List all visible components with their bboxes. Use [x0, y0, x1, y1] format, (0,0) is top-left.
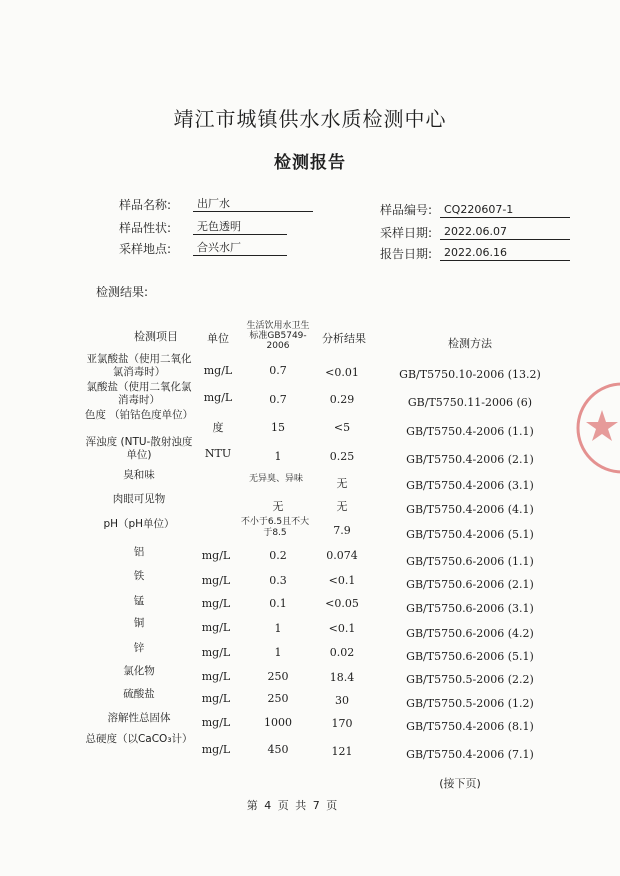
row-method: GB/T5750.4-2006 (7.1): [406, 748, 534, 761]
row-method: GB/T5750.4-2006 (3.1): [406, 479, 534, 492]
row-method: GB/T5750.5-2006 (2.2): [406, 673, 534, 686]
row-item: 亚氯酸盐（使用二氧化氯消毒时）: [86, 353, 192, 378]
row-result: <0.1: [328, 622, 356, 635]
row-method: GB/T5750.5-2006 (1.2): [406, 697, 534, 710]
row-item: 氯酸盐（使用二氧化氯消毒时）: [86, 381, 192, 406]
row-method: GB/T5750.4-2006 (8.1): [406, 720, 534, 733]
row-result: 7.9: [333, 524, 351, 537]
row-item: 溶解性总固体: [107, 712, 171, 724]
row-result: 121: [331, 745, 353, 758]
row-result: 30: [335, 694, 349, 707]
row-standard: 250: [267, 670, 289, 683]
row-item: 铜: [133, 617, 145, 629]
row-method: GB/T5750.4-2006 (5.1): [406, 528, 534, 541]
row-item: pH（pH单位）: [103, 518, 175, 530]
row-unit: mg/L: [201, 597, 231, 610]
row-unit: mg/L: [201, 743, 231, 756]
row-method: GB/T5750.4-2006 (4.1): [406, 503, 534, 516]
row-unit: mg/L: [201, 692, 231, 705]
row-result: <0.01: [325, 366, 359, 379]
page-footer: 第 4 页 共 7 页: [246, 799, 338, 812]
row-method: GB/T5750.6-2006 (1.1): [406, 555, 534, 568]
continued-note: (接下页): [439, 777, 481, 790]
row-result: <0.1: [328, 574, 356, 587]
row-result: 170: [331, 717, 353, 730]
row-method: GB/T5750.4-2006 (2.1): [406, 453, 534, 466]
row-standard: 0.3: [269, 574, 287, 587]
sample-name-label: 样品名称:: [119, 198, 172, 212]
row-result: <5: [333, 421, 351, 434]
row-unit: NTU: [204, 447, 232, 460]
row-standard: 1: [274, 646, 282, 659]
row-item: 锰: [133, 595, 145, 607]
row-standard: 15: [271, 421, 285, 434]
row-unit: mg/L: [203, 364, 233, 377]
row-result: 18.4: [329, 671, 355, 684]
sample-date-label: 采样日期:: [380, 226, 433, 240]
row-item: 色度 （铂钴色度单位）: [84, 409, 194, 421]
row-standard: 不小于6.5且不大于8.5: [240, 517, 310, 538]
row-method: GB/T5750.10-2006 (13.2): [399, 368, 541, 381]
sample-site-label: 采样地点:: [119, 242, 172, 256]
sample-name-value: 出厂水: [193, 197, 313, 212]
row-method: GB/T5750.6-2006 (4.2): [406, 627, 534, 640]
row-item: 铁: [133, 570, 145, 582]
row-item: 铝: [133, 546, 145, 558]
row-standard: 0.7: [269, 393, 287, 406]
row-standard: 0.2: [269, 549, 287, 562]
row-standard: 0.7: [269, 364, 287, 377]
header-item: 检测项目: [134, 330, 178, 343]
row-unit: mg/L: [201, 549, 231, 562]
row-method: GB/T5750.4-2006 (1.1): [406, 425, 534, 438]
sample-number-label: 样品编号:: [380, 203, 433, 217]
row-unit: mg/L: [201, 621, 231, 634]
row-unit: mg/L: [201, 646, 231, 659]
sample-nature-label: 样品性状:: [119, 221, 172, 235]
row-item: 肉眼可见物: [112, 493, 166, 505]
header-unit: 单位: [207, 332, 229, 345]
header-standard: 生活饮用水卫生标准GB5749-2006: [246, 321, 310, 351]
row-result: 0.074: [326, 549, 358, 562]
report-date-label: 报告日期:: [380, 247, 433, 261]
row-unit: mg/L: [203, 391, 233, 404]
row-standard: 1: [274, 622, 282, 635]
row-method: GB/T5750.6-2006 (3.1): [406, 602, 534, 615]
row-standard: 250: [267, 692, 289, 705]
row-item: 硫酸盐: [123, 688, 155, 700]
header-method: 检测方法: [448, 337, 492, 350]
sample-number-value: CQ220607-1: [440, 203, 570, 218]
row-standard: 无: [272, 500, 284, 513]
header-result: 分析结果: [322, 332, 366, 345]
row-method: GB/T5750.6-2006 (5.1): [406, 650, 534, 663]
row-standard: 0.1: [269, 597, 287, 610]
official-seal: [572, 368, 620, 488]
row-result: 无: [336, 477, 348, 490]
row-unit: mg/L: [201, 574, 231, 587]
sample-nature-value: 无色透明: [193, 220, 287, 235]
row-method: GB/T5750.6-2006 (2.1): [406, 578, 534, 591]
row-method: GB/T5750.11-2006 (6): [407, 396, 533, 409]
report-date-value: 2022.06.16: [440, 246, 570, 261]
results-label: 检测结果:: [96, 285, 149, 299]
row-result: <0.05: [325, 597, 359, 610]
row-unit: mg/L: [201, 716, 231, 729]
row-item: 浑浊度 (NTU-散射浊度单位): [85, 436, 193, 461]
row-unit: mg/L: [201, 670, 231, 683]
sample-date-value: 2022.06.07: [440, 225, 570, 240]
report-title: 检测报告: [274, 153, 346, 173]
row-standard: 无异臭、异味: [248, 474, 303, 484]
row-result: 0.25: [329, 450, 355, 463]
row-result: 无: [336, 500, 348, 513]
sample-site-value: 合兴水厂: [193, 241, 287, 256]
row-result: 0.29: [329, 393, 355, 406]
row-unit: 度: [212, 421, 224, 434]
row-standard: 450: [267, 743, 289, 756]
row-result: 0.02: [329, 646, 355, 659]
row-item: 锌: [133, 642, 145, 654]
row-standard: 1000: [264, 716, 292, 729]
row-item: 氯化物: [123, 665, 155, 677]
row-standard: 1: [274, 450, 282, 463]
row-item: 臭和味: [123, 469, 155, 481]
row-item: 总硬度（以CaCO₃计）: [85, 733, 193, 745]
organization-name: 靖江市城镇供水水质检测中心: [173, 107, 447, 131]
